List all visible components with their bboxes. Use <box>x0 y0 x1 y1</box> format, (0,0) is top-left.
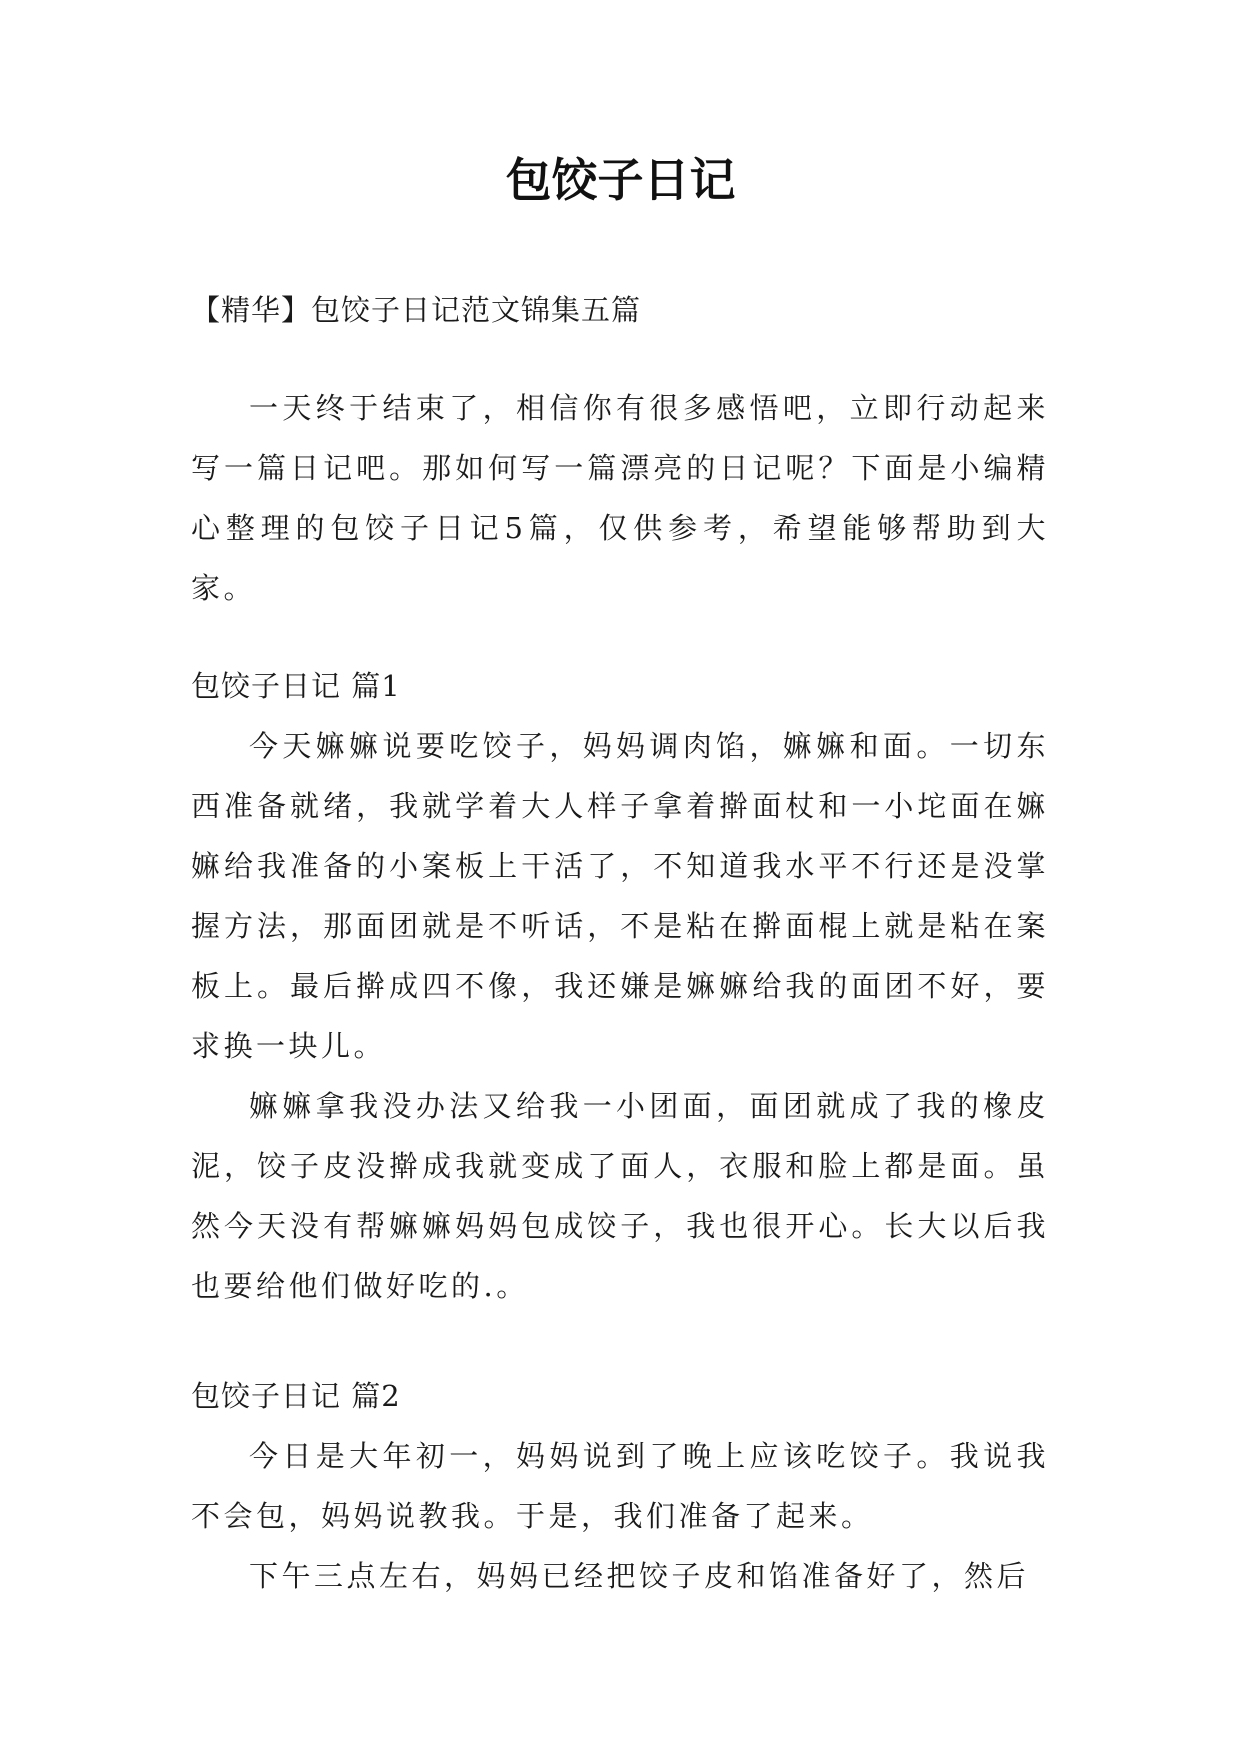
section-paragraph: 今日是大年初一，妈妈说到了晚上应该吃饺子。我说我不会包，妈妈说教我。于是，我们准备了起来。 <box>191 1439 1049 1533</box>
section-1 <box>191 664 1049 1316</box>
section-2 <box>191 1374 1049 1606</box>
intro-paragraph: 一天终于结束了，相信你有很多感悟吧，立即行动起来写一篇日记吧。那如何写一篇漂亮的日记呢？下面是小编精心整理的包饺子日记5篇，仅供参考，希望能够帮助到大家。 <box>191 391 1049 605</box>
section-heading: 包饺子日记 篇2 <box>191 1379 401 1413</box>
document-subtitle: 【精华】包饺子日记范文锦集五篇 <box>191 293 642 327</box>
section-paragraph: 今天嫲嫲说要吃饺子，妈妈调肉馅，嫲嫲和面。一切东西准备就绪，我就学着大人样子拿着擀面杖和一小坨面在嫲嫲给我准备的小案板上干活了，不知道我水平不行还是没掌握方法，那面团就是不听话，不是粘在擀面棍上就是粘在案板上。最后擀成四不像，我还嫌是嫲嫲给我的面团不好，要求换一块儿。 <box>191 729 1049 1063</box>
document-title: 包饺子日记 <box>505 153 736 207</box>
section-paragraph: 下午三点左右，妈妈已经把饺子皮和馅准备好了，然后 <box>249 1559 1030 1593</box>
document-body <box>191 288 1049 1606</box>
section-paragraph: 嫲嫲拿我没办法又给我一小团面，面团就成了我的橡皮泥，饺子皮没擀成我就变成了面人，衣服和脸上都是面。虽然今天没有帮嫲嫲妈妈包成饺子，我也很开心。长大以后我也要给他们做好吃的.。 <box>191 1089 1049 1303</box>
section-heading: 包饺子日记 篇1 <box>191 669 401 703</box>
